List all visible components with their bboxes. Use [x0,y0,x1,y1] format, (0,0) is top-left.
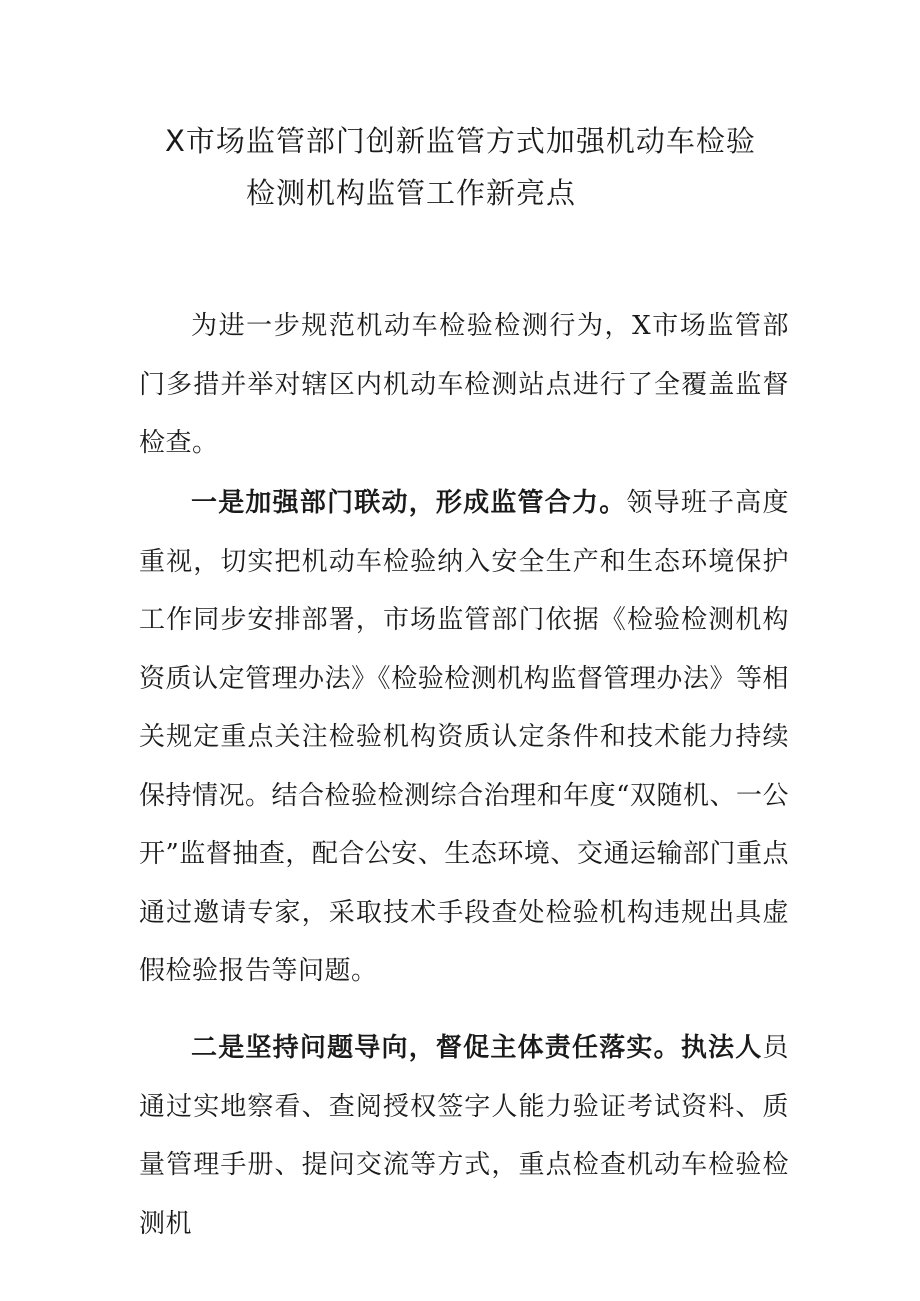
paragraph-point-one [139,474,789,1001]
paragraph-point-two-lead: 二是坚持问题导向，督促主体责任落实。执法人 [191,1033,763,1063]
paragraph-point-one-lead: 一是加强部门联动，形成监管合力。 [191,488,627,518]
paragraph-point-two-text: 员通过实地察看、查阅授权签字人能力验证考试资料、质量管理手册、提问交流等方式，重点检查机动车检验检测机 [139,1033,789,1239]
title-line-2: 检测机构监管工作新亮点 [246,176,577,210]
paragraph-intro-text: 为进一步规范机动车检验检测行为，X市场监管部门多措并举对辖区内机动车检测站点进行了全覆盖监督检查。 [139,311,789,458]
paragraph-intro [139,297,789,473]
paragraph-point-two [139,1019,789,1253]
paragraph-point-one-text: 领导班子高度重视，切实把机动车检验纳入安全生产和生态环境保护工作同步安排部署，市场监管部门依据《检验检测机构资质认定管理办法》《检验检测机构监督管理办法》等相关规定重点关注检验机构资质认定条件和技术能力持续保持情况。结合检验检测综合治理和年度“双随机、一公开”监督抽查，配合公安、生态环境、交通运输部门重点通过邀请专家，采取技术手段查处检验机构违规出具虚假检验报告等问题。 [139,488,789,986]
title-line-1: X市场监管部门创新监管方式加强机动车检验 [165,124,756,158]
